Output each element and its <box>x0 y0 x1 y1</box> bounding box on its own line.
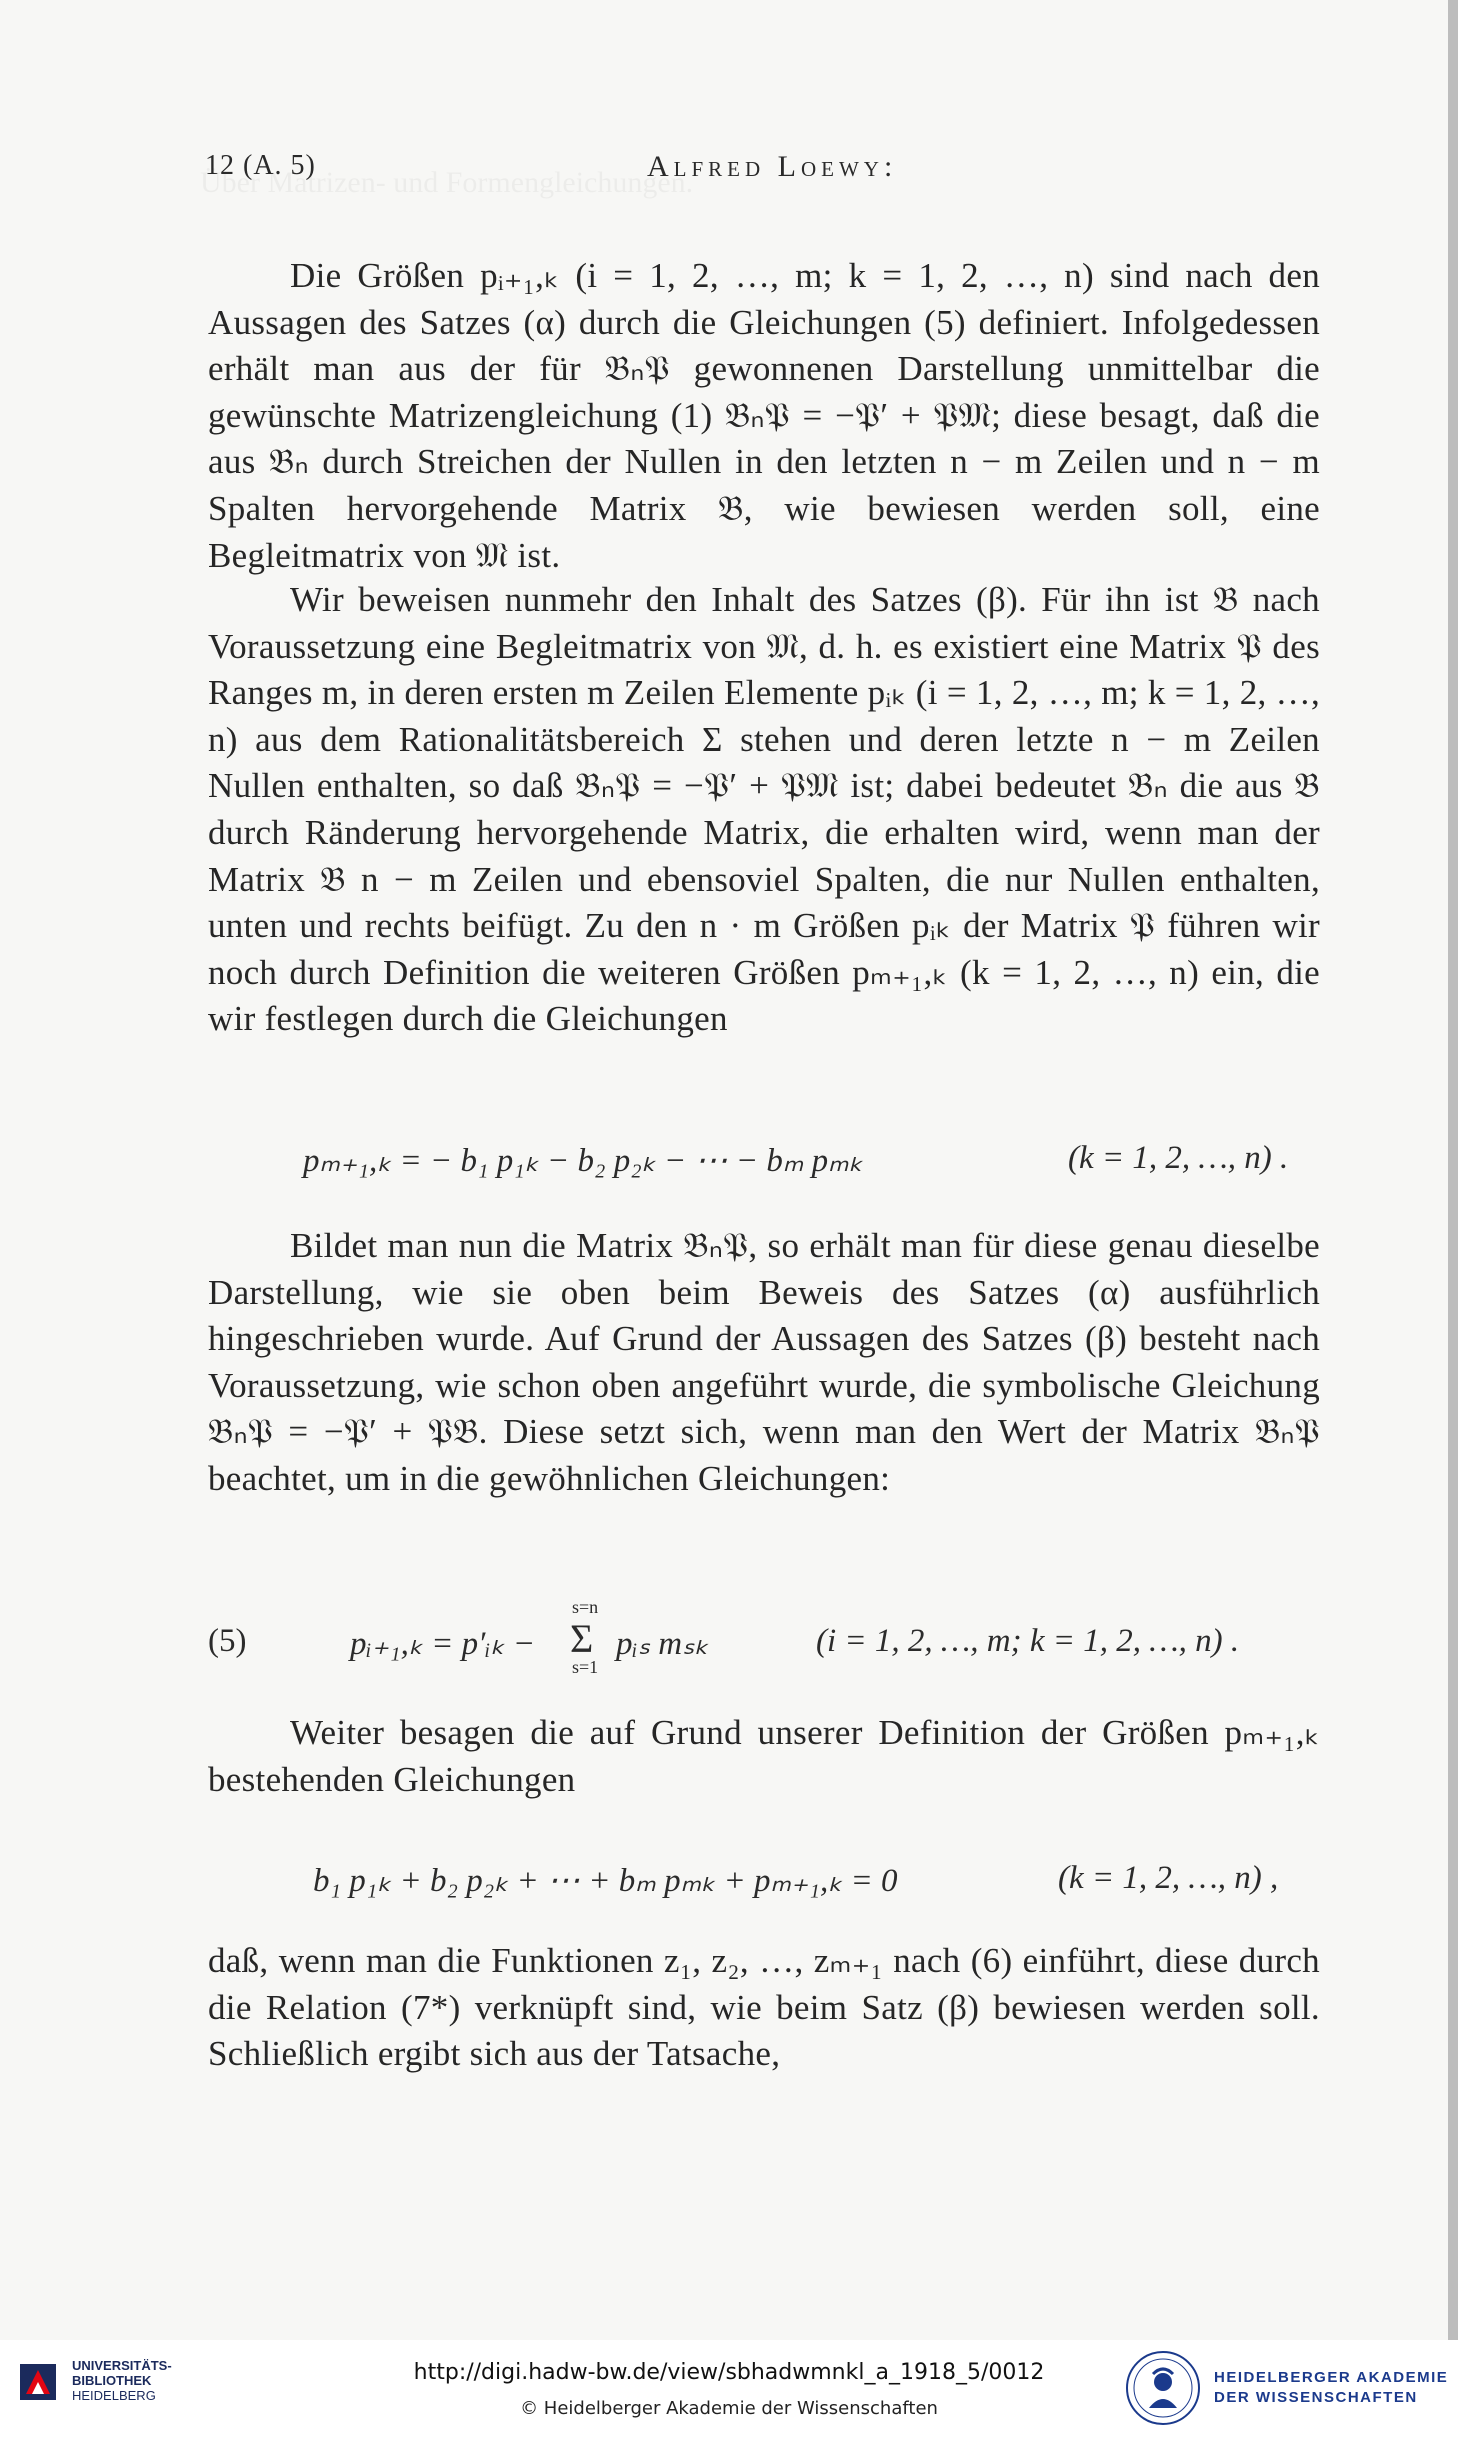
paragraph-text: daß, wenn man die Funktionen z₁, z₂, …, zₘ₊₁ nach (6) einführt, diese durch die Relation (7*) verknüpft sind, wie beim Satz (β) bewiesen werden soll. Schließlich ergibt sich aus der Tatsache, <box>208 1941 1320 2074</box>
equation-rhs: pᵢₛ mₛₖ <box>616 1626 709 1662</box>
sum-lower-limit: s=1 <box>572 1657 599 1677</box>
library-name-line: HEIDELBERG <box>72 2388 156 2403</box>
paragraph-5 <box>208 1938 1320 2078</box>
equation-body: pₘ₊₁,ₖ = − b₁ p₁ₖ − b₂ p₂ₖ − ⋯ − bₘ pₘₖ <box>303 1143 863 1179</box>
equation-body: b₁ p₁ₖ + b₂ p₂ₖ + ⋯ + bₘ pₘₖ + pₘ₊₁,ₖ = 0 <box>313 1863 898 1899</box>
footer-bar <box>0 2340 1458 2437</box>
academy-name <box>1214 2368 1448 2408</box>
running-author: Alfred Loewy: <box>647 150 898 183</box>
equation-sum-zero <box>208 1860 1320 1910</box>
paragraph-4 <box>208 1710 1320 1803</box>
source-url-link[interactable]: http://digi.hadw-bw.de/view/sbhadwmnkl_a_1918_5/0012 <box>413 2360 1045 2385</box>
paragraph-3 <box>208 1223 1320 1503</box>
paragraph-text: Wir beweisen nunmehr den Inhalt des Satzes (β). Für ihn ist 𝔅 nach Voraussetzung eine Begleitmatrix von 𝔐, d. h. es existiert eine Matrix 𝔓 des Ranges m, in deren ersten m Zeilen Elemente pᵢₖ (i = 1, 2, …, m; k = 1, 2, …, n) aus dem Rationalitätsbereich Σ stehen und deren letzte n − m Zeilen Nullen enthalten, so daß 𝔅ₙ𝔓 = −𝔓′ + 𝔓𝔐 ist; dabei bedeutet 𝔅ₙ die aus 𝔅 durch Ränderung hervorgehende Matrix, die erhalten wird, wenn man der Matrix 𝔅 n − m Zeilen und ebensoviel Spalten, die nur Nullen enthalten, unten und rechts beifügt. Zu den n · m Größen pᵢₖ der Matrix 𝔓 führen wir noch durch Definition die weiteren Größen pₘ₊₁,ₖ (k = 1, 2, …, n) ein, die wir festlegen durch die Gleichungen <box>208 580 1320 1039</box>
equation-5 <box>208 1597 1320 1677</box>
equation-definition <box>208 1140 1320 1190</box>
equation-condition: (i = 1, 2, …, m; k = 1, 2, …, n) . <box>816 1623 1240 1659</box>
academy-name-line: HEIDELBERGER AKADEMIE <box>1214 2369 1449 2386</box>
library-name-line: BIBLIOTHEK <box>72 2373 152 2388</box>
copyright-notice: © Heidelberger Akademie der Wissenschaften <box>520 2398 938 2419</box>
paragraph-2 <box>208 577 1320 1043</box>
paragraph-text: Weiter besagen die auf Grund unserer Definition der Größen pₘ₊₁,ₖ bestehenden Gleichungen <box>208 1713 1320 1799</box>
academy-name-line: DER WISSENSCHAFTEN <box>1214 2389 1418 2406</box>
equation-lhs: pᵢ₊₁,ₖ = p′ᵢₖ − <box>350 1626 536 1662</box>
equation-number: (5) <box>208 1623 247 1659</box>
paragraph-text: Bildet man nun die Matrix 𝔅ₙ𝔓, so erhält man für diese genau dieselbe Darstellung, wie sie oben beim Beweis des Satzes (α) ausführlich hingeschrieben wurde. Auf Grund der Aussagen des Satzes (β) besteht nach Voraussetzung, wie schon oben angeführt wurde, die symbolische Gleichung 𝔅ₙ𝔓 = −𝔓′ + 𝔓𝔅. Diese setzt sich, wenn man den Wert der Matrix 𝔅ₙ𝔓 beachtet, um in die gewöhnlichen Gleichungen: <box>208 1226 1320 1498</box>
library-name-line: UNIVERSITÄTS- <box>72 2358 172 2373</box>
sum-sign: Σ <box>570 1616 594 1661</box>
equation-condition: (k = 1, 2, …, n) . <box>1068 1140 1289 1176</box>
paragraph-text: Die Größen pᵢ₊₁,ₖ (i = 1, 2, …, m; k = 1, 2, …, n) sind nach den Aussagen des Satzes (α) durch die Gleichungen (5) definiert. Infolgedessen erhält man aus der für 𝔅ₙ𝔓 gewonnenen Darstellung unmittelbar die gewünschte Matrizengleichung (1) 𝔅ₙ𝔓 = −𝔓′ + 𝔓𝔐; diese besagt, daß die aus 𝔅ₙ durch Streichen der Nullen in den letzten n − m Zeilen und n − m Spalten hervorgehende Matrix 𝔅, wie bewiesen werden soll, eine Begleitmatrix von 𝔐 ist. <box>208 256 1320 575</box>
sum-upper-limit: s=n <box>572 1597 599 1617</box>
running-header <box>205 150 1293 190</box>
paragraph-1 <box>208 253 1320 579</box>
page-number: 12 (A. 5) <box>205 150 316 181</box>
equation-condition: (k = 1, 2, …, n) , <box>1058 1860 1279 1896</box>
academy-seal-icon <box>1125 2350 1201 2426</box>
